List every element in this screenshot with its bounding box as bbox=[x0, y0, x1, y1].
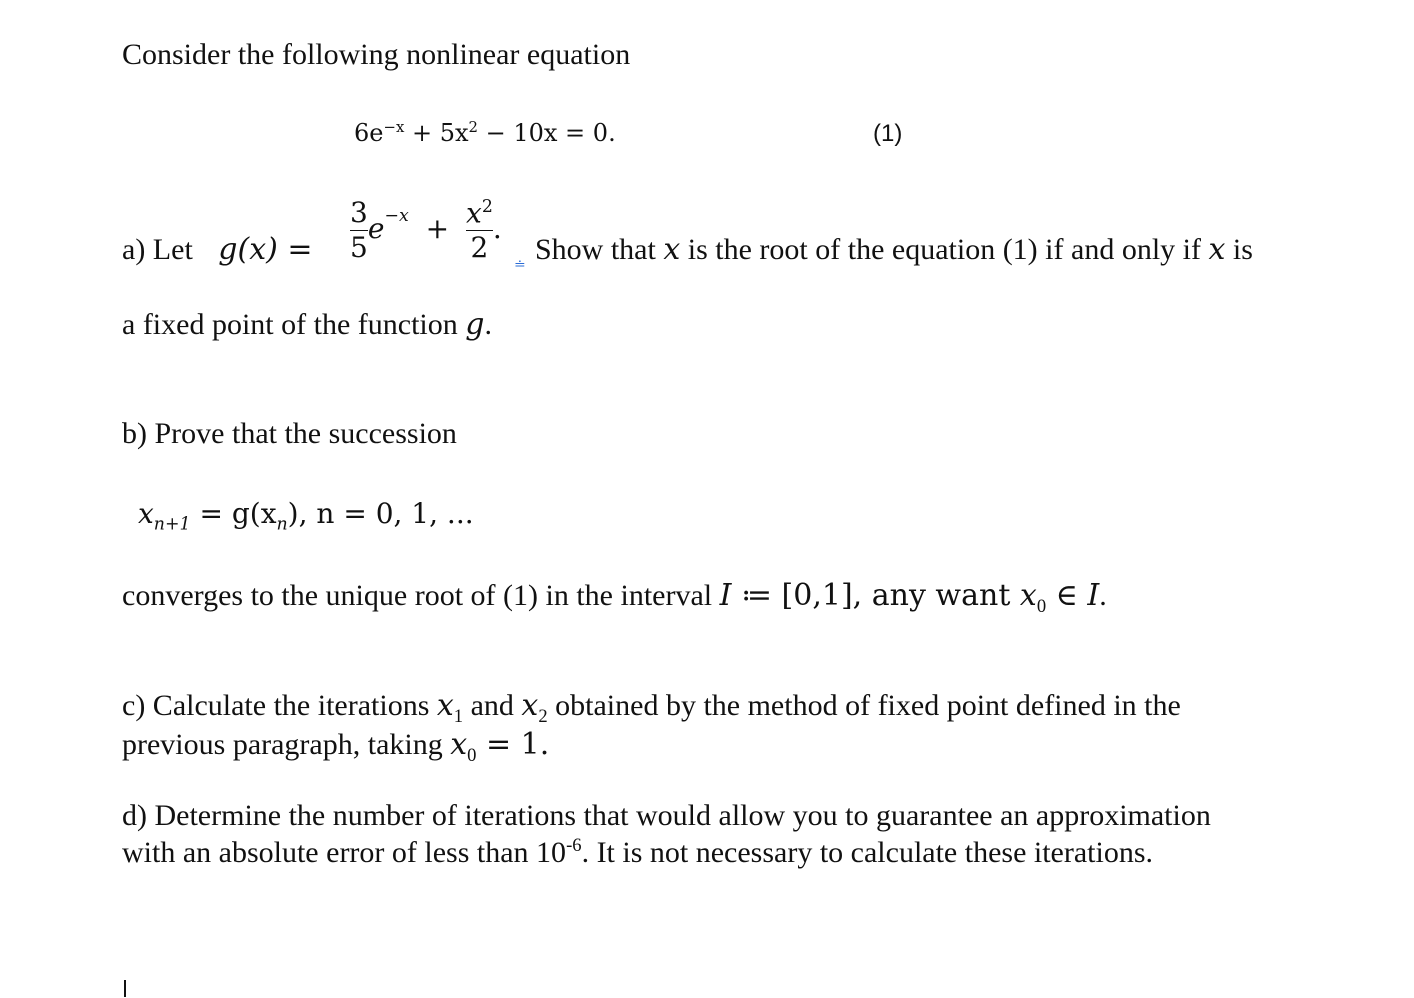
part-a-formula: $\frac{3}{5}$ $e^{-x}$ + $\frac{x^2}{2}$ . bbox=[350, 196, 502, 265]
part-a-text: Show that x is the root of the equation (1) if and only if x is bbox=[535, 232, 1253, 267]
part-d-line-1: d) Determine the number of iterations that would allow you to guarantee an approximation bbox=[122, 799, 1211, 832]
intro-text: Consider the following nonlinear equation bbox=[122, 38, 631, 71]
sequence-formula: $x_{n+1} = g(x_n)$, n = 0, 1, ... bbox=[138, 497, 474, 535]
equation-number: (1) bbox=[873, 120, 903, 147]
equation-1: $6e^{-x} + 5x^2 - 10x = 0$. bbox=[354, 118, 616, 147]
part-a-line-2: a fixed point of the function g. bbox=[122, 307, 492, 342]
part-b-convergence: converges to the unique root of (1) in the interval I ≔ [0,1], any want $x_0$ ∈ I. bbox=[122, 578, 1107, 617]
fraction-x-squared-over-2: $\frac{x^2}{2}$ bbox=[466, 196, 493, 265]
part-a-label: a) Let bbox=[122, 233, 193, 266]
part-b-label: b) Prove that the succession bbox=[122, 417, 457, 450]
part-c-line-1: c) Calculate the iterations $x_1$ and $x_2$ obtained by the method of fixed point defined in the bbox=[122, 688, 1181, 727]
g-of-x: g(x) = bbox=[218, 232, 313, 267]
part-c-line-2: previous paragraph, taking $x_0 = 1$. bbox=[122, 727, 550, 766]
insertion-mark-icon: ≐ bbox=[514, 256, 526, 272]
part-d-line-2: with an absolute error of less than $10^{-6}$. It is not necessary to calculate these iterations. bbox=[122, 835, 1154, 869]
fraction-three-fifths: $\frac{3}{5}$ bbox=[350, 196, 368, 265]
part-a-line-1 bbox=[122, 232, 313, 267]
text-cursor[interactable] bbox=[124, 980, 126, 997]
